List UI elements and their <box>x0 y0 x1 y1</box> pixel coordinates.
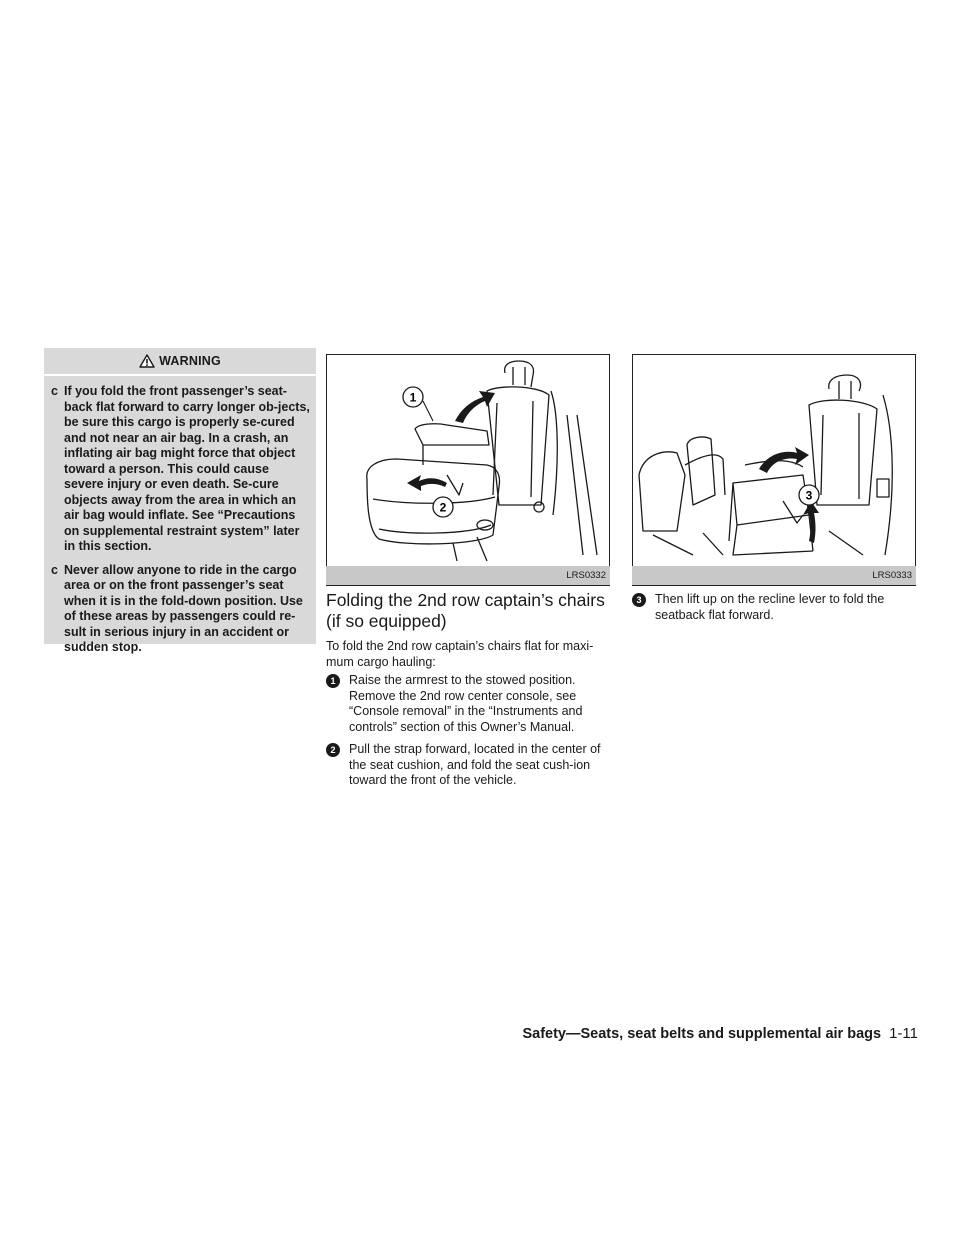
warning-divider <box>44 374 316 376</box>
figure-code-label: LRS0333 <box>632 566 916 585</box>
step-3 <box>632 592 916 623</box>
bullet-icon: c <box>51 384 58 398</box>
callout-1: 1 <box>409 390 417 405</box>
step-number-icon: 3 <box>632 593 646 607</box>
warning-title: WARNING <box>159 354 221 368</box>
page-footer <box>498 1025 918 1042</box>
warning-item <box>44 563 316 656</box>
section-heading: Folding the 2nd row captain’s chairs (if so equipped) <box>326 590 605 631</box>
bullet-icon: c <box>51 562 58 577</box>
warning-box <box>44 348 316 654</box>
step-text: Then lift up on the recline lever to fold the seatback flat forward. <box>655 592 885 622</box>
figure-code-label: LRS0332 <box>326 566 610 585</box>
step-2 <box>326 742 614 789</box>
warning-item <box>44 384 316 555</box>
warning-item-text: If you fold the front passenger’s seat-back flat forward to carry longer ob-jects, be sure this cargo is properly se-cured and not near an air bag. In a crash, an inflating air bag might force that object toward a person. This could cause severe injury or even death. Se-cure objects away from the area in which an air bag would inflate. See “Precautions on supplemental restraint system” later in this section. <box>64 384 310 553</box>
step-text: Raise the armrest to the stowed position. Remove the 2nd row center console, see “Console removal” in the “Instruments and controls” section of this Owner’s Manual. <box>349 673 583 734</box>
step-1 <box>326 673 614 735</box>
warning-triangle-icon <box>139 354 155 368</box>
intro-paragraph: To fold the 2nd row captain’s chairs flat for maxi-mum cargo hauling: <box>326 639 594 669</box>
warning-item-text: Never allow anyone to ride in the cargo area or on the front passenger’s seat when it is in the fold-down position. Use of these areas by passengers could re-sult in serious injury in an accident or sudden stop. <box>64 562 303 654</box>
chapter-title: Safety—Seats, seat belts and supplemental air bags <box>522 1026 882 1042</box>
callout-3: 3 <box>805 488 813 503</box>
callout-2: 2 <box>439 500 447 515</box>
step-number-icon: 1 <box>326 674 340 688</box>
seat-illustration <box>327 355 611 567</box>
step-text: Pull the strap forward, located in the center of the seat cushion, and fold the seat cush-ion toward the front of the vehicle. <box>349 742 601 787</box>
figure-armrest-cushion <box>326 354 610 586</box>
step-number-icon: 2 <box>326 743 340 757</box>
seat-console-illustration <box>633 355 917 567</box>
warning-header <box>44 348 316 374</box>
figure-recline-lever <box>632 354 916 586</box>
page-number: 1-11 <box>889 1025 918 1042</box>
